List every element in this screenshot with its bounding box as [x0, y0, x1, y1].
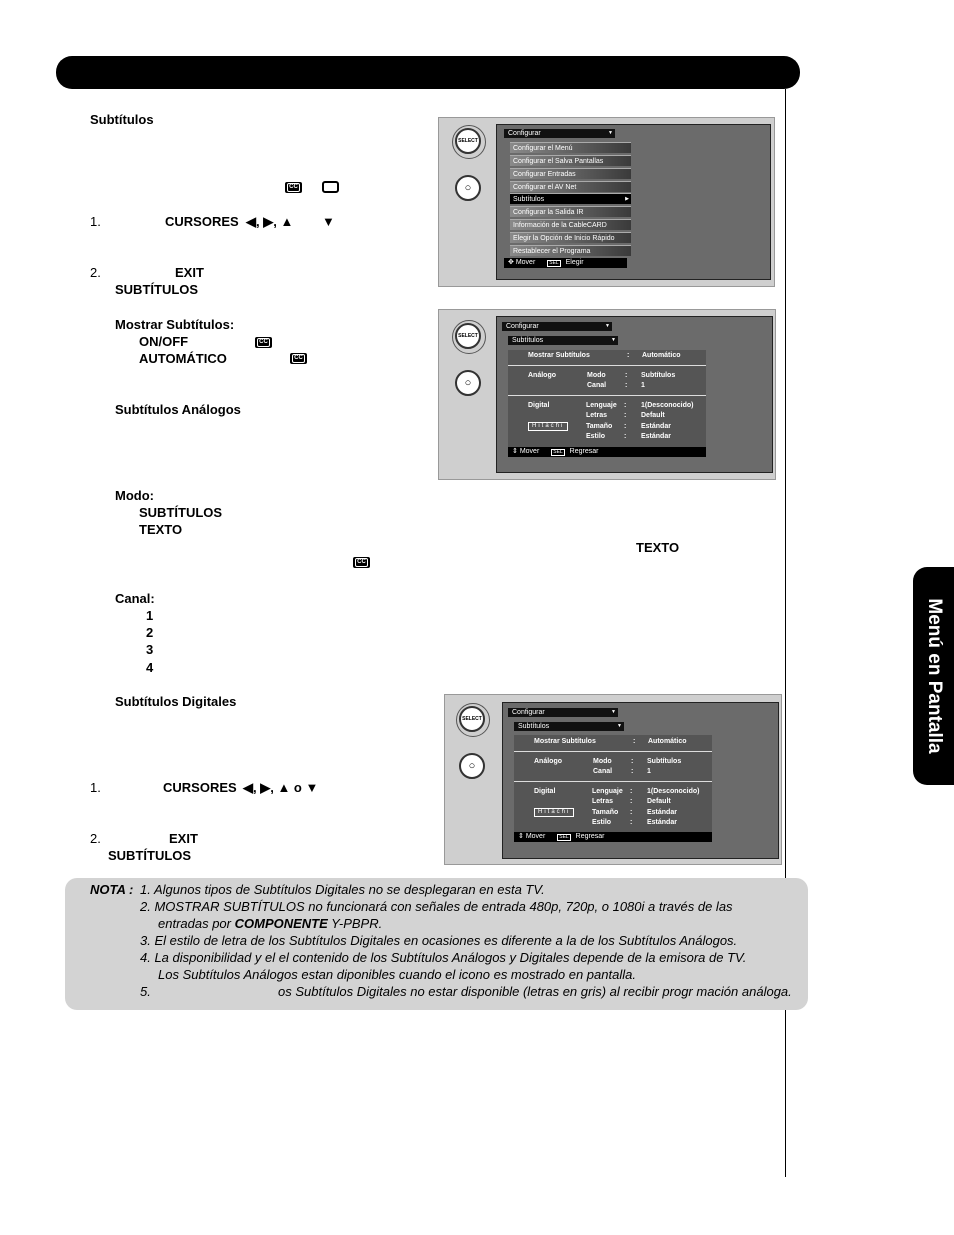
- step-number: 1.: [90, 780, 101, 795]
- note-box: [65, 878, 808, 1010]
- colon: :: [633, 738, 636, 745]
- cursor-button-icon: ○: [459, 753, 485, 779]
- sel-icon: SEL: [559, 834, 569, 840]
- note-item: 4. La disponibilidad y el el contenido de los Subtítulos Análogos y Digitales depende de la emisora de TV.: [140, 950, 747, 965]
- cursor-label: CURSORES: [163, 780, 237, 795]
- analogo-label: Análogo: [534, 758, 562, 765]
- tv-screen: [496, 316, 773, 473]
- separator: [514, 751, 712, 752]
- separator: [508, 365, 706, 366]
- canal-value: 2: [146, 625, 154, 640]
- nav-action: Regresar: [569, 448, 599, 455]
- note-bold: COMPONENTE: [234, 916, 328, 931]
- tv-screen: [496, 124, 771, 280]
- texto-label: TEXTO: [636, 540, 680, 555]
- move-updown-icon: ⇕: [518, 833, 524, 840]
- nav-action: Elegir: [565, 259, 584, 266]
- section-title: Subtítulos: [90, 112, 154, 127]
- subtitulos-label: SUBTÍTULOS: [115, 282, 199, 297]
- canal-value: 3: [146, 642, 154, 657]
- mostrar-label: Mostrar Subtítulos: [528, 352, 590, 359]
- menu-item[interactable]: Configurar Entradas: [510, 168, 631, 179]
- screenshot-panel: [438, 309, 776, 480]
- canal-value: 1: [146, 608, 154, 623]
- note-item: 3. El estilo de letra de los Subtítulos Digitales en ocasiones es diferente a la de los Subtítulos Análogos.: [140, 933, 738, 948]
- exit-label: EXIT: [169, 831, 198, 846]
- sel-icon: SEL: [549, 260, 559, 266]
- step-number: 1.: [90, 214, 101, 229]
- cc-icon: [285, 182, 302, 193]
- caption-bubble-icon: [322, 181, 339, 193]
- move-arrows-icon: ✥: [508, 259, 514, 266]
- modo-value[interactable]: Subtítulos: [641, 372, 676, 379]
- lenguaje-label: Lenguaje: [586, 402, 617, 409]
- canal-value: 4: [146, 660, 154, 675]
- estilo-label: Estilo: [586, 433, 606, 440]
- cursor-button-icon: ○: [455, 370, 481, 396]
- modo-subtitulos: SUBTÍTULOS: [139, 505, 223, 520]
- lenguaje-value[interactable]: 1(Desconocido): [647, 788, 700, 795]
- cursor-arrows: ◀, ▶, ▲: [246, 214, 294, 229]
- canal-label: Canal:: [115, 591, 155, 606]
- cc-icon: [353, 557, 370, 568]
- colon: :: [630, 819, 633, 826]
- side-tab-label: Menú en Pantalla: [923, 598, 945, 754]
- nav-bar: [514, 832, 712, 842]
- lenguaje-value[interactable]: 1(Desconocido): [641, 402, 694, 409]
- letras-value[interactable]: Default: [641, 412, 665, 419]
- letras-value[interactable]: Default: [647, 798, 671, 805]
- digital-label: Digital: [528, 402, 550, 409]
- nav-bar: [508, 447, 706, 457]
- nav-move: Mover: [525, 833, 546, 840]
- select-button-icon: SELECT: [459, 706, 485, 732]
- colon: :: [624, 402, 627, 409]
- mostrar-value[interactable]: Automático: [642, 352, 681, 359]
- menu-header: Configurar ▼: [502, 322, 612, 331]
- colon: :: [625, 382, 628, 389]
- nav-action: Regresar: [575, 833, 605, 840]
- analogo-label: Análogo: [528, 372, 556, 379]
- lenguaje-label: Lenguaje: [592, 788, 623, 795]
- note-item: 1. Algunos tipos de Subtítulos Digitales no se desplegaran en esta TV.: [140, 882, 545, 897]
- screenshot-panel: [444, 694, 782, 865]
- menu-item-selected[interactable]: Subtítulos ▶: [510, 193, 631, 204]
- colon: :: [624, 423, 627, 430]
- modo-label: Modo: [593, 758, 612, 765]
- tamano-label: Tamaño: [586, 423, 613, 430]
- cursor-arrows: ◀, ▶, ▲ o ▼: [243, 780, 319, 795]
- automatico-label: AUTOMÁTICO: [139, 351, 227, 366]
- canal-value[interactable]: 1: [647, 768, 651, 775]
- colon: :: [624, 433, 627, 440]
- submenu-header: Subtítulos ▼: [508, 336, 618, 345]
- modo-texto: TEXTO: [139, 522, 183, 537]
- colon: :: [631, 758, 634, 765]
- move-updown-icon: ⇕: [512, 448, 518, 455]
- menu-header: Configurar ▼: [508, 708, 618, 717]
- canal-label: Canal: [587, 382, 607, 389]
- nav-move: Mover: [519, 448, 540, 455]
- colon: :: [627, 352, 630, 359]
- side-tab: [913, 567, 954, 785]
- note-text: Y-PBPR.: [327, 916, 383, 931]
- tv-screen: [502, 702, 779, 859]
- mostrar-label: Mostrar Subtítulos: [534, 738, 596, 745]
- menu-item[interactable]: Elegir la Opción de Inicio Rápido: [510, 232, 631, 243]
- note-item-number: 5.: [140, 984, 151, 999]
- step-number: 2.: [90, 265, 101, 280]
- estilo-value[interactable]: Estándar: [647, 819, 677, 826]
- modo-label: Modo:: [115, 488, 154, 503]
- cc-icon: [255, 337, 272, 348]
- note-item: os Subtítulos Digitales no estar disponible (letras en gris) al recibir progr mación análoga.: [278, 984, 792, 999]
- select-button-icon: SELECT: [455, 128, 481, 154]
- separator: [508, 395, 706, 396]
- note-item: [158, 916, 382, 931]
- menu-item[interactable]: Configurar la Salida IR: [510, 206, 631, 217]
- letras-label: Letras: [586, 412, 608, 419]
- header-bar: [56, 56, 800, 89]
- cursor-label: CURSORES: [165, 214, 239, 229]
- letras-label: Letras: [592, 798, 614, 805]
- cc-icon: [290, 353, 307, 364]
- colon: :: [631, 768, 634, 775]
- modo-value[interactable]: Subtítulos: [647, 758, 682, 765]
- menu-item[interactable]: Configurar el Menú: [510, 142, 631, 153]
- submenu-header: Subtítulos ▼: [514, 722, 624, 731]
- mostrar-label: Mostrar Subtítulos:: [115, 317, 235, 332]
- sel-icon: SEL: [553, 449, 563, 455]
- note-text: entradas por: [158, 916, 235, 931]
- subtitulos-label: SUBTÍTULOS: [108, 848, 192, 863]
- mostrar-value[interactable]: Automático: [648, 738, 687, 745]
- estilo-value[interactable]: Estándar: [641, 433, 671, 440]
- note-item: Los Subtítulos Análogos estan diponibles cuando el icono es mostrado en pantalla.: [158, 967, 636, 982]
- select-button-icon: SELECT: [455, 323, 481, 349]
- tamano-value[interactable]: Estándar: [647, 809, 677, 816]
- brand-logo: Hitachi: [528, 422, 568, 431]
- tamano-label: Tamaño: [592, 809, 619, 816]
- onoff-label: ON/OFF: [139, 334, 189, 349]
- cursor-button-icon: ○: [455, 175, 481, 201]
- exit-label: EXIT: [175, 265, 204, 280]
- colon: :: [630, 798, 633, 805]
- cursor-down-arrow: ▼: [322, 214, 335, 229]
- screenshot-panel: [438, 117, 775, 287]
- note-item: 2. MOSTRAR SUBTÍTULOS no funcionará con señales de entrada 480p, 720p, o 1080i a través de las: [140, 899, 733, 914]
- analogos-heading: Subtítulos Análogos: [115, 402, 241, 417]
- separator: [514, 781, 712, 782]
- step-number: 2.: [90, 831, 101, 846]
- menu-item[interactable]: Configurar el Salva Pantallas: [510, 155, 631, 166]
- modo-label: Modo: [587, 372, 606, 379]
- colon: :: [624, 412, 627, 419]
- menu-item[interactable]: Configurar el AV Net: [510, 181, 631, 192]
- page-divider: [785, 89, 786, 1177]
- estilo-label: Estilo: [592, 819, 612, 826]
- colon: :: [630, 788, 633, 795]
- digital-label: Digital: [534, 788, 556, 795]
- menu-item[interactable]: Restablecer el Programa: [510, 245, 631, 256]
- nav-bar: [504, 258, 627, 268]
- menu-item[interactable]: Información de la CableCARD: [510, 219, 631, 230]
- brand-logo: Hitachi: [534, 808, 574, 817]
- colon: :: [625, 372, 628, 379]
- canal-value[interactable]: 1: [641, 382, 645, 389]
- digitales-heading: Subtítulos Digitales: [115, 694, 237, 709]
- nav-move: Mover: [515, 259, 536, 266]
- menu-header: Configurar ▼: [504, 129, 615, 138]
- note-label: NOTA :: [90, 882, 134, 897]
- colon: :: [630, 809, 633, 816]
- tamano-value[interactable]: Estándar: [641, 423, 671, 430]
- canal-label: Canal: [593, 768, 613, 775]
